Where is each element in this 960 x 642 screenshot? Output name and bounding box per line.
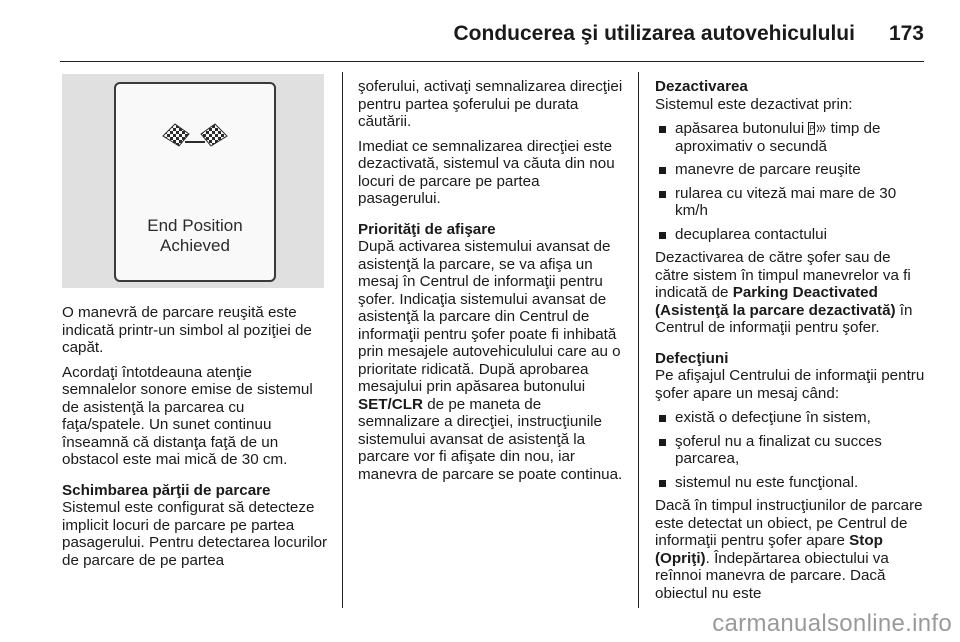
paragraph <box>358 238 624 483</box>
text: Dacă în timpul instrucţiunilor de parcare este detectat un obiect, pe Centrul de informaţii pentru şofer apare <box>655 497 923 549</box>
svg-text:P: P <box>809 124 816 134</box>
section-heading: Schimbarea părţii de parcare <box>62 481 271 499</box>
message-name: Stop (Opriţi) <box>655 532 883 567</box>
header-rule <box>60 61 924 62</box>
page-number: 173 <box>888 22 924 45</box>
display-illustration <box>62 74 324 288</box>
paragraph: Sistemul este dezactivat prin: <box>655 95 853 113</box>
paragraph: Acordaţi întotdeauna atenţie semnalelor sonore emise de sistemul de asistenţă la parcarea cu faţa/spatele. Un sunet continuu înseamnă că distanţa faţă de un obstacol este mai mică de 30 cm. <box>62 363 313 468</box>
paragraph <box>655 497 927 602</box>
watermark: carmanualsonline.info <box>712 610 952 637</box>
section-heading: Defecţiuni <box>655 349 729 367</box>
text: apăsarea butonului <box>675 120 809 137</box>
list-item <box>655 120 927 155</box>
message-name: Parking Deactivated (Asistenţă la parcare dezactivată) <box>655 284 896 319</box>
paragraph <box>655 249 927 337</box>
parking-assist-icon <box>808 122 826 135</box>
list-item: decuplarea contactului <box>655 226 927 244</box>
page-title: Conducerea şi utilizarea autovehiculului <box>453 22 855 45</box>
text: timp de aproximativ o secundă <box>675 120 881 155</box>
screen-message <box>116 216 274 256</box>
section-heading: Dezactivarea <box>655 78 748 95</box>
list-item: sistemul nu este funcţional. <box>655 474 927 492</box>
paragraph: Imediat ce semnalizarea direcţiei este dezactivată, sistemul va căuta din nou locuri de parcare pe partea pasagerului. <box>358 137 615 207</box>
column-divider-2 <box>638 72 639 608</box>
list-item: rularea cu viteză mai mare de 30 km/h <box>655 185 927 220</box>
text: . Îndepărtarea obiectului va reînnoi manevra de parcare. Dacă obiectul nu este <box>655 549 889 602</box>
button-name: SET/CLR <box>358 395 423 413</box>
deactivation-list <box>655 120 927 243</box>
text: de pe maneta de semnalizare a direcţiei, instrucţiunile sistemului avansat de asistenţă la parcare vor fi afişate din nou, iar manevra de parcare se poate continua. <box>358 395 623 483</box>
checkered-flags-icon <box>161 122 229 148</box>
column-1 <box>62 304 328 576</box>
text: Dezactivarea de către şofer sau de către sistem în timpul manevrelor va fi indicată de <box>655 249 911 301</box>
fault-list <box>655 409 927 491</box>
list-item: manevre de parcare reuşite <box>655 161 927 179</box>
column-divider-1 <box>342 72 343 608</box>
page-header <box>60 14 924 54</box>
screen-line-1: End Position <box>147 216 243 235</box>
list-item: există o defecţiune în sistem, <box>655 409 927 427</box>
column-3 <box>655 78 927 609</box>
info-center-screen <box>114 82 276 282</box>
text: în Centrul de informaţii pentru şofer. <box>655 301 913 336</box>
column-2 <box>358 78 624 490</box>
paragraph: Sistemul este configurat să detecteze implicit locuri de parcare pe partea pasagerului. Pentru detectarea locurilor de parcare de pe partea <box>62 499 328 569</box>
list-item: şoferul nu a finalizat cu succes parcarea, <box>655 433 927 468</box>
paragraph: şoferului, activaţi semnalizarea direcţiei pentru partea şoferului pe durata căutării. <box>358 78 623 130</box>
paragraph: O manevră de parcare reuşită este indicată printr-un simbol al poziţiei de capăt. <box>62 304 312 356</box>
screen-line-2: Achieved <box>160 236 230 255</box>
text: După activarea sistemului avansat de asistenţă la parcare, se va afişa un mesaj în Centrul de informaţii pentru şofer. Indicaţia sistemului avansat de asistenţă la parcare din Centrul de informaţii pentru şofer poate fi inhibată prin mesajele autovehiculului care au o prioritate ridicată. După aprobarea mesajului prin apăsarea butonului <box>358 238 621 395</box>
paragraph: Pe afişajul Centrului de informaţii pentru şofer apare un mesaj când: <box>655 367 925 402</box>
section-heading: Priorităţi de afişare <box>358 220 496 238</box>
